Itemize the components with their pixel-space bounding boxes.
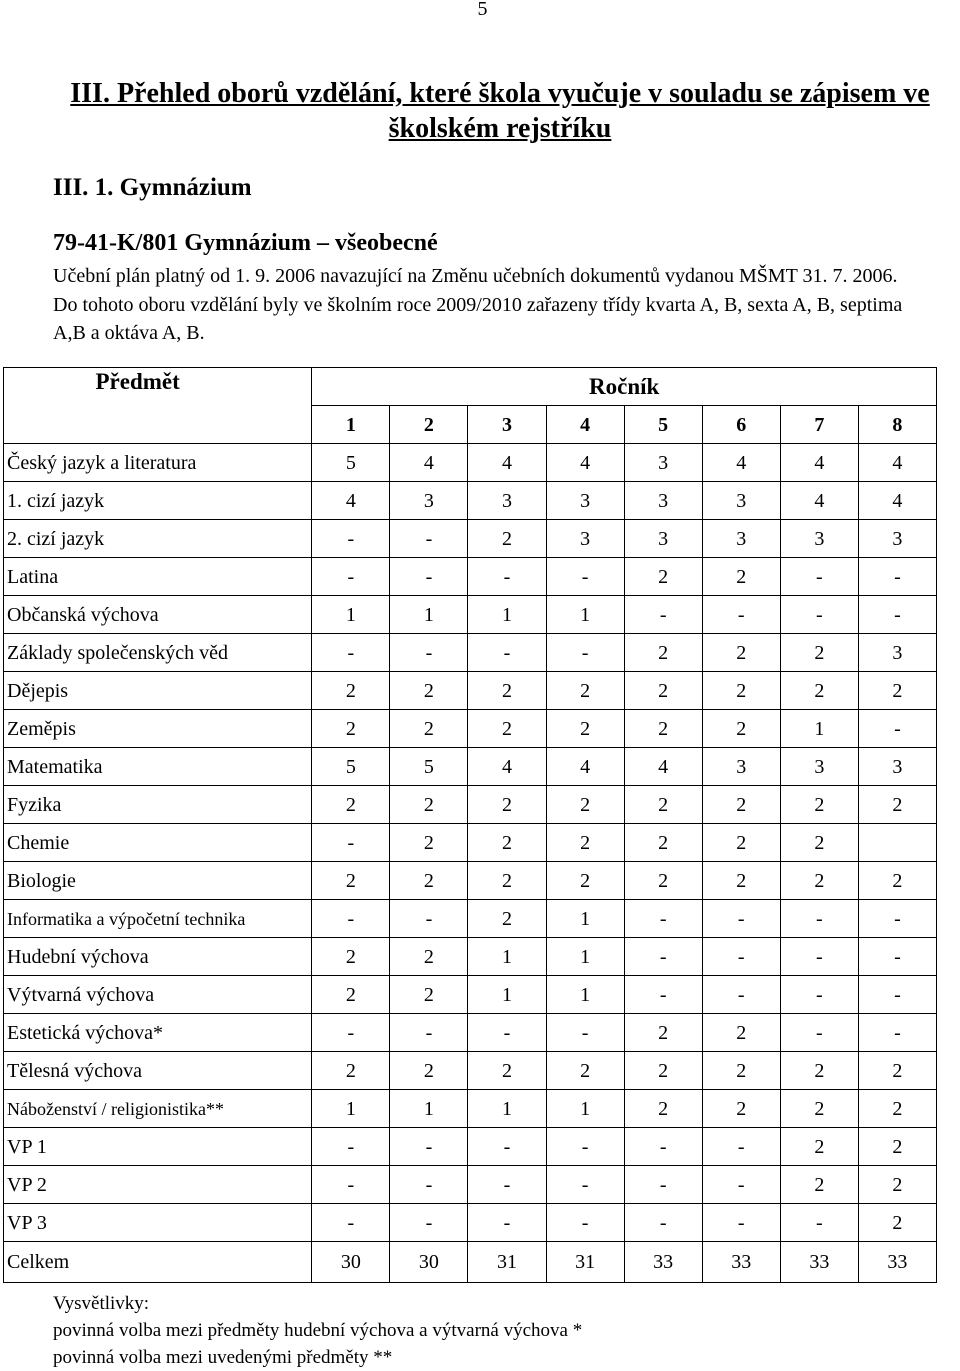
subject-name: Informatika a výpočetní technika: [4, 900, 312, 938]
lesson-count: 4: [390, 444, 468, 482]
lesson-count: 2: [546, 824, 624, 862]
subject-header: Předmět: [4, 368, 312, 444]
lesson-count: 2: [858, 1052, 936, 1090]
lesson-count: 2: [702, 710, 780, 748]
lesson-count: 2: [468, 862, 546, 900]
table-row: [4, 786, 937, 824]
lesson-count: -: [312, 520, 390, 558]
lesson-count: 1: [546, 976, 624, 1014]
page-number: 5: [477, 0, 488, 20]
lesson-count: -: [858, 976, 936, 1014]
table-row: [4, 520, 937, 558]
lesson-count: 4: [312, 482, 390, 520]
lesson-count: 2: [858, 672, 936, 710]
lesson-count: -: [468, 1204, 546, 1242]
table-row: [4, 444, 937, 482]
lesson-count: 2: [468, 824, 546, 862]
lesson-count: 1: [546, 596, 624, 634]
lesson-count: -: [624, 938, 702, 976]
table-row: [4, 558, 937, 596]
subject-name: Základy společenských věd: [4, 634, 312, 672]
lesson-count: 1: [468, 976, 546, 1014]
lesson-count: 2: [468, 786, 546, 824]
lesson-count: 4: [858, 444, 936, 482]
lesson-count: -: [702, 900, 780, 938]
lesson-count: 2: [780, 786, 858, 824]
lesson-count: -: [546, 1204, 624, 1242]
lesson-count: 2: [858, 786, 936, 824]
lesson-count: 2: [780, 672, 858, 710]
table-row: [4, 862, 937, 900]
lesson-count: 2: [390, 710, 468, 748]
grade-header: Ročník: [312, 368, 937, 406]
lesson-count: 2: [858, 1090, 936, 1128]
grade-number: 7: [780, 406, 858, 444]
lesson-count: -: [312, 1204, 390, 1242]
total-row: [4, 1242, 937, 1283]
lesson-count: -: [390, 1128, 468, 1166]
section-heading: III. Přehled oborů vzdělání, které škola vyučuje v souladu se zápisem ve školském rejstříku: [70, 78, 930, 144]
lesson-count: 2: [780, 1090, 858, 1128]
lesson-count: 1: [546, 900, 624, 938]
footnote-line: povinná volba mezi předměty hudební výchova a výtvarná výchova *: [53, 1320, 583, 1341]
lesson-count: -: [468, 1128, 546, 1166]
grade-number: 4: [546, 406, 624, 444]
lesson-count: -: [702, 1128, 780, 1166]
intro-paragraph: Učební plán platný od 1. 9. 2006 navazující na Změnu učebních dokumentů vydanou MŠMT 31. 7. 2006. Do tohoto oboru vzdělání byly ve školním roce 2009/2010 zařazeny třídy kvarta A, B, sexta A, B, septima A,B a oktáva A, B.: [53, 265, 903, 344]
lesson-count: -: [702, 596, 780, 634]
lesson-count: -: [312, 900, 390, 938]
lesson-count: -: [546, 1166, 624, 1204]
lesson-count: -: [624, 1204, 702, 1242]
lesson-count: -: [858, 938, 936, 976]
lesson-count: 2: [780, 862, 858, 900]
lesson-count: 33: [624, 1242, 702, 1283]
lesson-count: 3: [624, 520, 702, 558]
lesson-count: 2: [312, 1052, 390, 1090]
lesson-count: -: [546, 1128, 624, 1166]
lesson-count: -: [624, 976, 702, 1014]
lesson-count: -: [390, 1166, 468, 1204]
lesson-count: 2: [390, 976, 468, 1014]
table-row: [4, 482, 937, 520]
lesson-count: 2: [702, 634, 780, 672]
lesson-count: 2: [702, 1014, 780, 1052]
lesson-count: -: [390, 558, 468, 596]
lesson-count: 5: [312, 444, 390, 482]
grade-number: 5: [624, 406, 702, 444]
lesson-count: 2: [858, 1204, 936, 1242]
subject-name: Dějepis: [4, 672, 312, 710]
table-row: [4, 672, 937, 710]
lesson-count: 2: [702, 786, 780, 824]
lesson-count: -: [390, 634, 468, 672]
lesson-count: 2: [312, 672, 390, 710]
subject-name: Fyzika: [4, 786, 312, 824]
table-row: [4, 1166, 937, 1204]
lesson-count: 4: [624, 748, 702, 786]
lesson-count: 2: [780, 1128, 858, 1166]
table-row: [4, 1128, 937, 1166]
lesson-count: 1: [312, 596, 390, 634]
lesson-count: -: [390, 900, 468, 938]
lesson-count: -: [702, 1166, 780, 1204]
lesson-count: 2: [702, 1052, 780, 1090]
lesson-count: 3: [780, 748, 858, 786]
lesson-count: -: [858, 558, 936, 596]
lesson-count: -: [624, 596, 702, 634]
lesson-count: 33: [780, 1242, 858, 1283]
lesson-count: 4: [858, 482, 936, 520]
lesson-count: 2: [702, 824, 780, 862]
table-header-row: [4, 368, 937, 406]
lesson-count: 1: [468, 596, 546, 634]
lesson-count: -: [390, 1204, 468, 1242]
lesson-count: 3: [780, 520, 858, 558]
lesson-count: 2: [390, 786, 468, 824]
lesson-count: -: [780, 976, 858, 1014]
lesson-count: 33: [702, 1242, 780, 1283]
lesson-count: [858, 824, 936, 862]
lesson-count: 2: [312, 710, 390, 748]
lesson-count: -: [390, 520, 468, 558]
subject-name: Estetická výchova*: [4, 1014, 312, 1052]
curriculum-table: [3, 367, 937, 1283]
lesson-count: 1: [468, 938, 546, 976]
lesson-count: 2: [858, 1128, 936, 1166]
lesson-count: 2: [546, 710, 624, 748]
lesson-count: 3: [702, 482, 780, 520]
lesson-count: -: [624, 900, 702, 938]
lesson-count: 30: [390, 1242, 468, 1283]
table-row: [4, 900, 937, 938]
lesson-count: 2: [468, 520, 546, 558]
lesson-count: 2: [858, 862, 936, 900]
lesson-count: 30: [312, 1242, 390, 1283]
subject-name: Chemie: [4, 824, 312, 862]
lesson-count: -: [312, 1166, 390, 1204]
subject-name: VP 3: [4, 1204, 312, 1242]
subject-name: Matematika: [4, 748, 312, 786]
table-row: [4, 1204, 937, 1242]
subject-name: Latina: [4, 558, 312, 596]
lesson-count: 3: [624, 482, 702, 520]
lesson-count: -: [468, 634, 546, 672]
lesson-count: -: [702, 938, 780, 976]
lesson-count: 4: [780, 482, 858, 520]
lesson-count: 2: [312, 786, 390, 824]
lesson-count: 2: [468, 710, 546, 748]
table-row: [4, 1014, 937, 1052]
lesson-count: 2: [312, 862, 390, 900]
lesson-count: 2: [780, 1052, 858, 1090]
lesson-count: 2: [546, 672, 624, 710]
lesson-count: 2: [702, 862, 780, 900]
lesson-count: 2: [858, 1166, 936, 1204]
subject-name: Biologie: [4, 862, 312, 900]
lesson-count: 2: [390, 862, 468, 900]
lesson-count: 2: [390, 672, 468, 710]
lesson-count: 4: [468, 444, 546, 482]
lesson-count: -: [780, 558, 858, 596]
lesson-count: 3: [390, 482, 468, 520]
grade-number: 8: [858, 406, 936, 444]
grade-number: 2: [390, 406, 468, 444]
lesson-count: 2: [546, 1052, 624, 1090]
lesson-count: 3: [468, 482, 546, 520]
lesson-count: 1: [546, 1090, 624, 1128]
lesson-count: 2: [624, 1090, 702, 1128]
lesson-count: 4: [468, 748, 546, 786]
lesson-count: 4: [702, 444, 780, 482]
footnote-line: povinná volba mezi uvedenými předměty **: [53, 1347, 393, 1368]
lesson-count: -: [858, 596, 936, 634]
lesson-count: -: [780, 900, 858, 938]
lesson-count: 1: [390, 596, 468, 634]
lesson-count: -: [702, 1204, 780, 1242]
program-title: 79-41-K/801 Gymnázium – všeobecné: [53, 230, 438, 256]
lesson-count: -: [312, 1128, 390, 1166]
lesson-count: 1: [390, 1090, 468, 1128]
lesson-count: 3: [858, 748, 936, 786]
table-row: [4, 1052, 937, 1090]
lesson-count: 3: [546, 482, 624, 520]
table-row: [4, 938, 937, 976]
lesson-count: 2: [546, 862, 624, 900]
lesson-count: -: [624, 1166, 702, 1204]
subject-name: Český jazyk a literatura: [4, 444, 312, 482]
lesson-count: -: [858, 1014, 936, 1052]
lesson-count: -: [468, 558, 546, 596]
subject-name: VP 2: [4, 1166, 312, 1204]
lesson-count: -: [312, 634, 390, 672]
table-row: [4, 596, 937, 634]
lesson-count: 33: [858, 1242, 936, 1283]
lesson-count: 2: [702, 672, 780, 710]
lesson-count: -: [468, 1014, 546, 1052]
grade-number: 1: [312, 406, 390, 444]
lesson-count: 1: [468, 1090, 546, 1128]
grade-number: 6: [702, 406, 780, 444]
footnotes: [53, 1290, 582, 1371]
lesson-count: 3: [624, 444, 702, 482]
subsection-heading: III. 1. Gymnázium: [53, 174, 252, 201]
lesson-count: -: [780, 596, 858, 634]
lesson-count: 2: [546, 786, 624, 824]
subject-name: 2. cizí jazyk: [4, 520, 312, 558]
lesson-count: 3: [858, 520, 936, 558]
lesson-count: -: [312, 824, 390, 862]
grade-number: 3: [468, 406, 546, 444]
lesson-count: 1: [546, 938, 624, 976]
lesson-count: 2: [312, 938, 390, 976]
table-row: [4, 710, 937, 748]
lesson-count: 2: [468, 672, 546, 710]
lesson-count: 5: [390, 748, 468, 786]
lesson-count: 31: [468, 1242, 546, 1283]
lesson-count: 2: [624, 1014, 702, 1052]
lesson-count: 2: [702, 558, 780, 596]
lesson-count: 31: [546, 1242, 624, 1283]
lesson-count: 2: [390, 824, 468, 862]
subject-name: Celkem: [4, 1242, 312, 1283]
lesson-count: -: [312, 558, 390, 596]
lesson-count: 2: [624, 786, 702, 824]
lesson-count: 2: [624, 824, 702, 862]
subject-name: VP 1: [4, 1128, 312, 1166]
lesson-count: -: [702, 976, 780, 1014]
lesson-count: 2: [624, 710, 702, 748]
subject-name: Zeměpis: [4, 710, 312, 748]
lesson-count: 2: [468, 1052, 546, 1090]
lesson-count: 2: [780, 634, 858, 672]
lesson-count: 1: [780, 710, 858, 748]
lesson-count: -: [780, 1014, 858, 1052]
table-row: [4, 824, 937, 862]
lesson-count: -: [546, 1014, 624, 1052]
lesson-count: 3: [858, 634, 936, 672]
lesson-count: 2: [390, 938, 468, 976]
lesson-count: 4: [780, 444, 858, 482]
lesson-count: 3: [702, 748, 780, 786]
lesson-count: -: [468, 1166, 546, 1204]
lesson-count: 2: [624, 558, 702, 596]
lesson-count: 5: [312, 748, 390, 786]
lesson-count: 2: [780, 1166, 858, 1204]
subject-name: Náboženství / religionistika**: [4, 1090, 312, 1128]
lesson-count: 2: [624, 862, 702, 900]
lesson-count: -: [858, 900, 936, 938]
subject-name: Občanská výchova: [4, 596, 312, 634]
table-row: [4, 976, 937, 1014]
footnotes-title: Vysvětlivky:: [53, 1293, 150, 1314]
lesson-count: 4: [546, 444, 624, 482]
table-row: [4, 748, 937, 786]
lesson-count: -: [546, 634, 624, 672]
subject-name: Hudební výchova: [4, 938, 312, 976]
lesson-count: 2: [780, 824, 858, 862]
lesson-count: 2: [624, 1052, 702, 1090]
table-row: [4, 634, 937, 672]
subject-name: Výtvarná výchova: [4, 976, 312, 1014]
subject-name: Tělesná výchova: [4, 1052, 312, 1090]
lesson-count: -: [624, 1128, 702, 1166]
lesson-count: -: [780, 1204, 858, 1242]
lesson-count: -: [390, 1014, 468, 1052]
lesson-count: -: [858, 710, 936, 748]
lesson-count: 2: [468, 900, 546, 938]
lesson-count: 2: [390, 1052, 468, 1090]
lesson-count: 3: [546, 520, 624, 558]
lesson-count: -: [780, 938, 858, 976]
lesson-count: 2: [624, 634, 702, 672]
lesson-count: 2: [702, 1090, 780, 1128]
subject-name: 1. cizí jazyk: [4, 482, 312, 520]
lesson-count: -: [312, 1014, 390, 1052]
lesson-count: 4: [546, 748, 624, 786]
table-row: [4, 1090, 937, 1128]
lesson-count: -: [546, 558, 624, 596]
lesson-count: 1: [312, 1090, 390, 1128]
lesson-count: 3: [702, 520, 780, 558]
lesson-count: 2: [624, 672, 702, 710]
lesson-count: 2: [312, 976, 390, 1014]
